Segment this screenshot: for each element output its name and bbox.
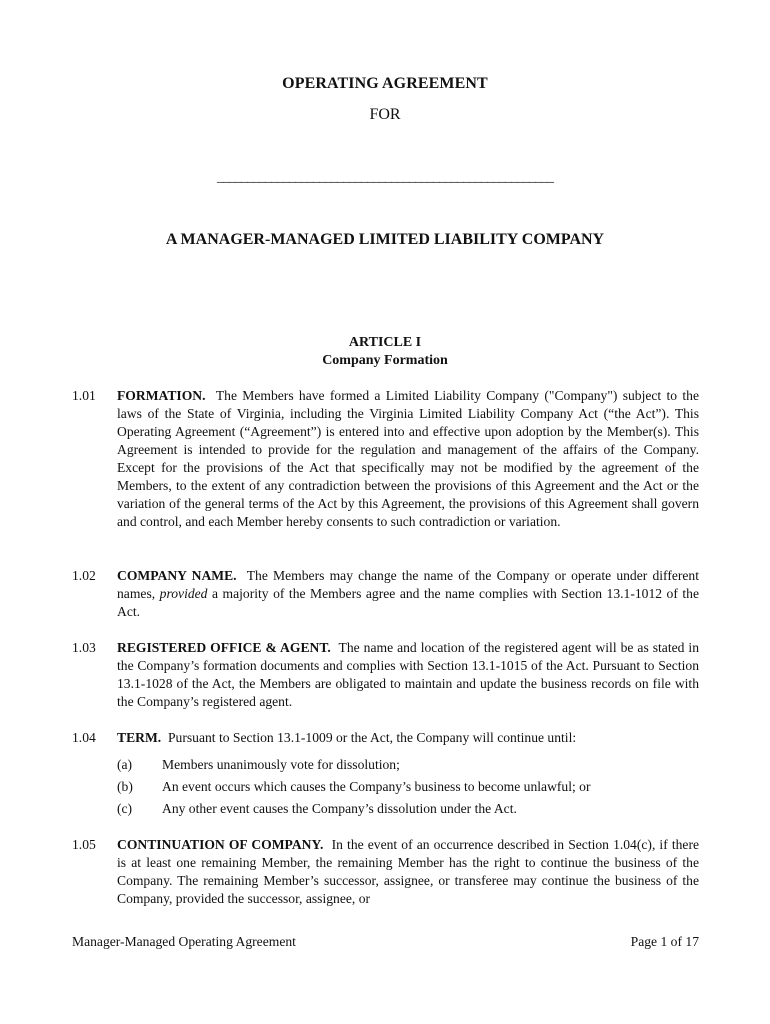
term-conditions-list — [117, 754, 677, 820]
document-title: OPERATING AGREEMENT — [282, 75, 488, 92]
section-body — [117, 836, 699, 908]
list-item — [117, 776, 677, 798]
section-number: 1.02 — [72, 568, 96, 583]
article-heading — [0, 334, 770, 370]
footer-page-number: Page 1 of 17 — [630, 934, 699, 949]
section-number: 1.04 — [72, 730, 96, 745]
article-title: Company Formation — [322, 353, 448, 368]
list-item-label: (c) — [117, 801, 133, 816]
section-heading: REGISTERED OFFICE & AGENT. — [117, 640, 331, 655]
list-item-text: Members unanimously vote for dissolution; — [162, 757, 400, 772]
document-for-line: FOR — [369, 106, 401, 123]
company-name-blank-line: ________________________________________________________ — [217, 170, 553, 185]
section-text: Pursuant to Section 13.1-1009 or the Act, the Company will continue until: — [167, 730, 577, 745]
section-text: The name and location of the registered agent will be as stated in the Company’s formation documents and complies with Section 13.1-1015 of the Act. Pursuant to Section 13.1-1028 of the Act, the Members are obligated to maintain and update the business records on file with the Company’s registered agent. — [117, 640, 700, 709]
section-text-emphasis: provided — [159, 586, 208, 601]
section-body — [117, 567, 699, 621]
section-heading: COMPANY NAME. — [117, 568, 237, 583]
list-item-label: (b) — [117, 779, 133, 794]
list-item — [117, 754, 677, 776]
list-item-label: (a) — [117, 757, 133, 772]
article-number: ARTICLE I — [348, 335, 422, 350]
section-text: The Members have formed a Limited Liability Company ("Company") subject to the laws of the State of Virginia, including the Virginia Limited Liability Company Act (“the Act”). This Operating Agreement (“Agreement”) is entered into and effective upon adoption by the Member(s). This Agreement is intended to provide for the regulation and management of the affairs of the Company. Except for the provisions of the Act that specifically may not be modified by the agreement of the Members, to the extent of any contradiction between the provisions of this Agreement and the Act or the variation of the general terms of the Act by this Agreement, the provisions of this Agreement shall govern and control, and each Member hereby consents to such contradiction or variation. — [117, 388, 699, 529]
section-heading: CONTINUATION OF COMPANY. — [117, 837, 324, 852]
section-heading: FORMATION. — [117, 388, 206, 403]
section-text: a majority of the Members agree and the name complies with Section 13.1-1012 of the Act. — [117, 586, 699, 619]
list-item-text: An event occurs which causes the Company’s business to become unlawful; or — [162, 779, 591, 794]
section-body — [117, 729, 699, 747]
list-item-text: Any other event causes the Company’s dissolution under the Act. — [162, 801, 517, 816]
section-body — [117, 387, 699, 531]
section-body — [117, 639, 699, 711]
section-number: 1.05 — [72, 837, 96, 852]
footer-document-title: Manager-Managed Operating Agreement — [72, 934, 296, 949]
section-number: 1.03 — [72, 640, 96, 655]
section-number: 1.01 — [72, 388, 96, 403]
section-text: In the event of an occurrence described in Section 1.04(c), if there is at least one remaining Member, the remaining Member has the right to continue the business of the Company. The remaining Member’s successor, assignee, or transferee may continue the business of the Company, provided the successor, assignee, or — [117, 837, 700, 906]
section-heading: TERM. — [117, 730, 162, 745]
document-subtitle: A MANAGER-MANAGED LIMITED LIABILITY COMPANY — [165, 231, 605, 248]
list-item — [117, 798, 677, 820]
section-text: The Members may change the name of the Company or operate under different names, — [117, 568, 700, 601]
